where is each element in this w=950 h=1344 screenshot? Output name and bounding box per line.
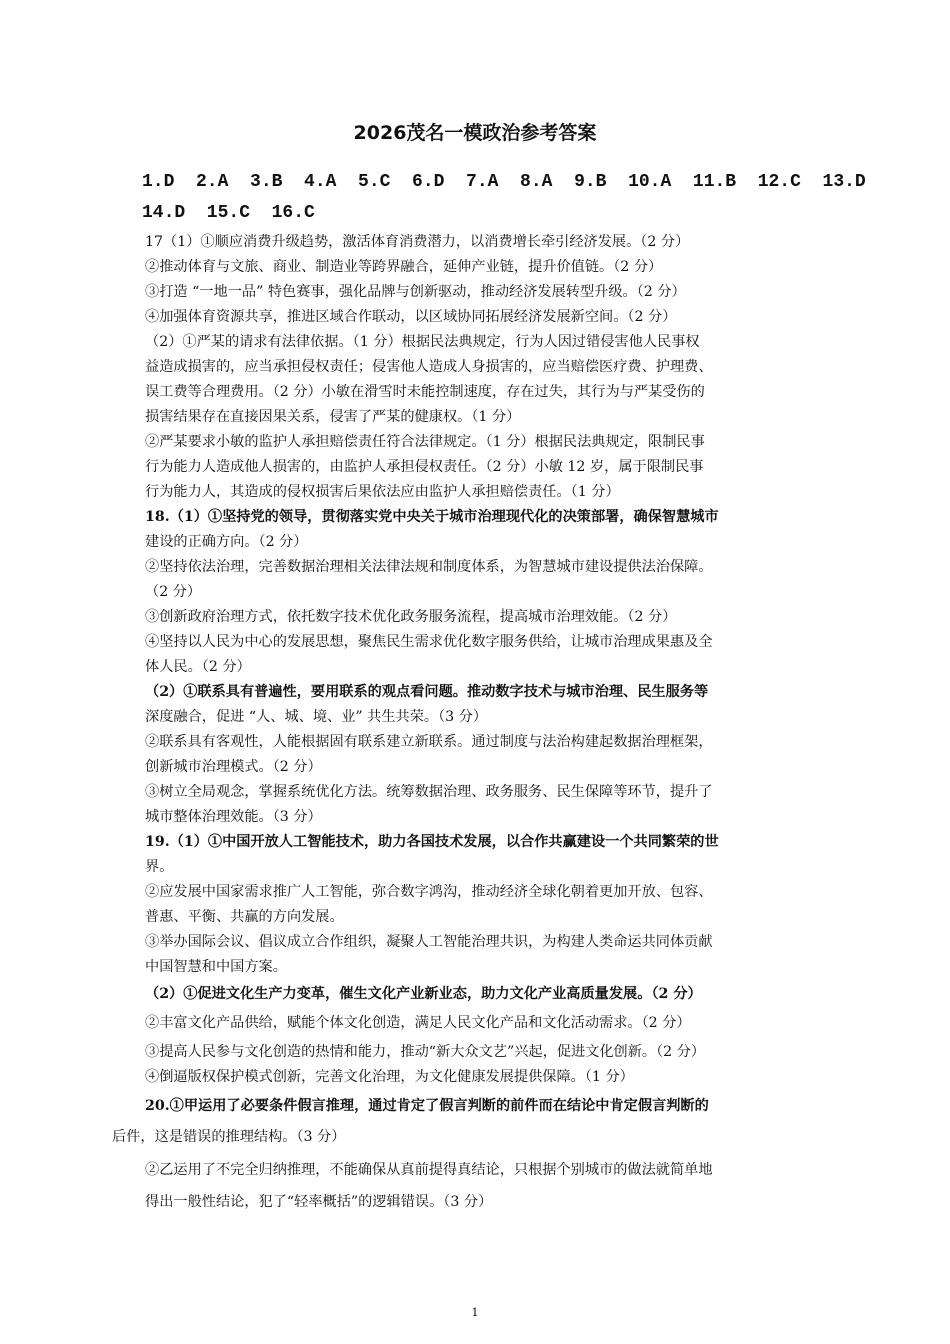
q19-part2-line-4: ④倒逼版权保护模式创新，完善文化治理，为文化健康发展提供保障。（1 分） [145,1069,634,1085]
q20-line-1: 20.①甲运用了必要条件假言推理，通过肯定了假言判断的前件而在结论中肯定假言判断的 [145,1098,709,1114]
q19-part1-line-1: 19.（1）①中国开放人工智能技术，助力各国技术发展，以合作共赢建设一个共同繁荣的世 [145,834,719,850]
q17-part1-line-4: ④加强体育资源共享，推进区域合作联动，以区域协同拓展经济发展新空间。（2 分） [145,309,677,325]
q20-line-4: 得出一般性结论，犯了“轻率概括”的逻辑错误。（3 分） [145,1194,493,1210]
choice-answers-row-1: 1.D 2.A 3.B 4.A 5.C 6.D 7.A 8.A 9.B 10.A 11.B 12.C 13.D [142,172,866,192]
q17-part2-line-7: 行为能力人，其造成的侵权损害后果依法应由监护人承担赔偿责任。（1 分） [145,484,620,500]
q17-part1-line-2: ②推动体育与文旅、商业、制造业等跨界融合，延伸产业链，提升价值链。（2 分） [145,259,663,275]
q20-line-2: 后件，这是错误的推理结构。（3 分） [112,1129,346,1145]
q17-part2-line-4: 损害结果存在直接因果关系，侵害了严某的健康权。（1 分） [145,409,521,425]
q19-part2-line-2: ②丰富文化产品供给，赋能个体文化创造，满足人民文化产品和文化活动需求。（2 分） [145,1015,691,1031]
q18-part1-line-6: ④坚持以人民为中心的发展思想，聚焦民生需求优化数字服务供给，让城市治理成果惠及全 [145,634,713,650]
q17-part1-line-1: 17（1）①顺应消费升级趋势，激活体育消费潜力，以消费增长牵引经济发展。（2 分） [145,234,690,250]
q18-part2-line-4: 创新城市治理模式。（2 分） [145,759,322,775]
q19-part1-line-6: 中国智慧和中国方案。 [145,959,287,975]
choice-answers-row-2: 14.D 15.C 16.C [142,203,315,223]
q19-part2-line-3: ③提高人民参与文化创造的热情和能力，推动“新大众文艺”兴起，促进文化创新。（2 分） [145,1044,706,1060]
q19-part1-line-3: ②应发展中国家需求推广人工智能，弥合数字鸿沟，推动经济全球化朝着更加开放、包容、 [145,884,713,900]
q18-part2-line-1: （2）①联系具有普遍性，要用联系的观点看问题。推动数字技术与城市治理、民生服务等 [145,684,709,700]
q19-part1-line-2: 界。 [145,859,174,875]
q17-part2-line-5: ②严某要求小敏的监护人承担赔偿责任符合法律规定。（1 分）根据民法典规定，限制民事 [145,434,705,450]
q18-part2-line-5: ③树立全局观念，掌握系统优化方法。统筹数据治理、政务服务、民生保障等环节，提升了 [145,784,713,800]
q17-part2-line-6: 行为能力人造成他人损害的，由监护人承担侵权责任。（2 分）小敏 12 岁，属于限制民事 [145,459,704,475]
q18-part2-line-6: 城市整体治理效能。（3 分） [145,809,322,825]
page-number: 1 [471,1306,479,1319]
q17-part1-line-3: ③打造 “一地一品” 特色赛事，强化品牌与创新驱动，推动经济发展转型升级。（2 分） [145,284,686,300]
q18-part2-line-2: 深度融合，促进 “人、城、境、业” 共生共荣。（3 分） [145,709,488,725]
q17-part2-line-3: 误工费等合理费用。（2 分）小敏在滑雪时未能控制速度，存在过失，其行为与严某受伤的 [145,384,705,400]
q18-part1-line-3: ②坚持依法治理，完善数据治理相关法律法规和制度体系，为智慧城市建设提供法治保障。 [145,559,713,575]
q18-part1-line-5: ③创新政府治理方式，依托数字技术优化政务服务流程，提高城市治理效能。（2 分） [145,609,677,625]
page-title: 2026茂名一模政治参考答案 [353,122,597,144]
q17-part2-line-2: 益造成损害的，应当承担侵权责任；侵害他人造成人身损害的，应当赔偿医疗费、护理费、 [145,359,713,375]
q18-part1-line-7: 体人民。（2 分） [145,659,251,675]
q19-part1-line-5: ③举办国际会议、倡议成立合作组织，凝聚人工智能治理共识，为构建人类命运共同体贡献 [145,934,713,950]
q18-part1-line-1: 18.（1）①坚持党的领导，贯彻落实党中央关于城市治理现代化的决策部署，确保智慧城市 [145,509,719,525]
q20-line-3: ②乙运用了不完全归纳推理，不能确保从真前提得真结论，只根据个别城市的做法就简单地 [145,1162,713,1178]
q17-part2-line-1: （2）①严某的请求有法律依据。（1 分）根据民法典规定，行为人因过错侵害他人民事权 [145,334,700,350]
q18-part2-line-3: ②联系具有客观性，人能根据固有联系建立新联系。通过制度与法治构建起数据治理框架， [145,734,713,750]
q18-part1-line-4: （2 分） [145,584,202,600]
q18-part1-line-2: 建设的正确方向。（2 分） [145,534,308,550]
q19-part1-line-4: 普惠、平衡、共赢的方向发展。 [145,909,344,925]
q19-part2-line-1: （2）①促进文化生产力变革，催生文化产业新业态，助力文化产业高质量发展。（2 分） [145,986,702,1002]
